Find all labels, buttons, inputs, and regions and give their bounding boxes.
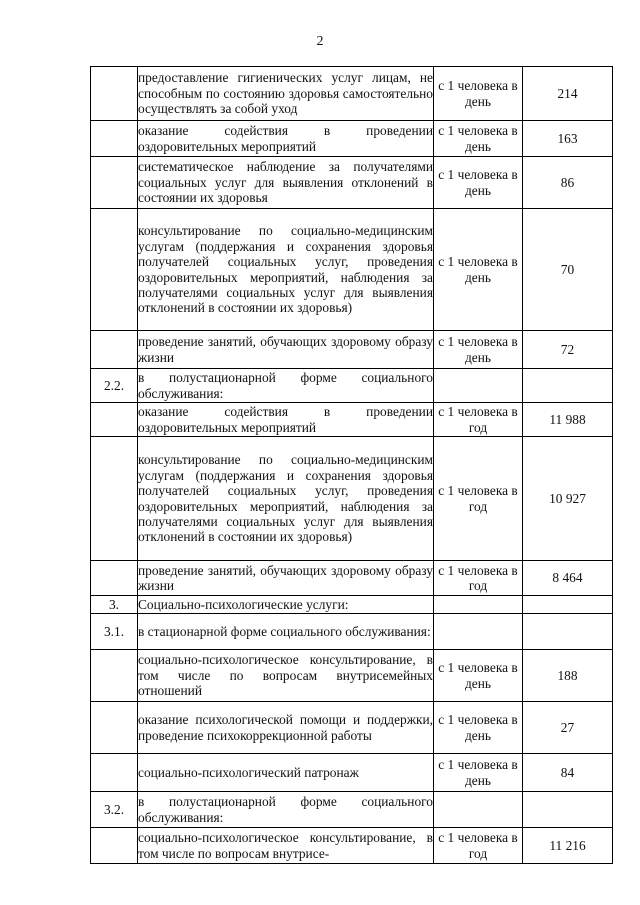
tariff-value-cell: 10 927 (523, 437, 613, 561)
service-description-cell: проведение занятий, обучающих здоровому образу жизни (138, 331, 434, 369)
tariff-value-cell: 11 216 (523, 828, 613, 864)
service-description-cell: оказание содействия в проведении оздоровительных мероприятий (138, 404, 433, 435)
row-number-cell: 3.2. (91, 792, 138, 828)
tariff-value-cell (523, 792, 613, 828)
tariff-value-cell: 86 (523, 157, 613, 209)
service-description-cell: социально-психологическое консультирование, в том числе по вопросам внутрисе- (138, 828, 434, 864)
unit-cell: с 1 человека в день (434, 157, 523, 209)
tariff-value-cell: 72 (523, 331, 613, 369)
row-number-cell (91, 561, 138, 596)
unit-cell (434, 792, 523, 828)
unit-cell: с 1 человека в день (434, 121, 523, 157)
unit-cell: с 1 человека в год (434, 828, 523, 864)
service-description-cell: оказание содействия в проведении оздоровительных мероприятий (138, 121, 434, 157)
table-row (91, 209, 613, 331)
service-description-cell: социально-психологический патронаж (138, 754, 434, 792)
table-row (91, 67, 613, 121)
section-heading-row (91, 369, 613, 403)
service-description-cell: оказание психологической помощи и поддержки, проведение психокоррекционной работы (138, 702, 434, 754)
row-number-cell (91, 702, 138, 754)
tariff-value-cell: 84 (523, 754, 613, 792)
service-description-cell: Социально-психологические услуги: (138, 596, 434, 614)
unit-cell: с 1 человека в год (434, 561, 523, 596)
tariff-value-cell: 70 (523, 209, 613, 331)
section-heading-row (91, 596, 613, 614)
row-number-cell: 3. (91, 596, 138, 614)
table-row (91, 561, 613, 596)
row-number-cell (91, 157, 138, 209)
service-description-cell: социально-психологическое консультирование, в том числе по вопросам внутрисемейных отношений (138, 650, 434, 702)
table-row (91, 121, 613, 157)
unit-cell: с 1 человека в день (434, 209, 523, 331)
tariff-value-cell: 214 (523, 67, 613, 121)
tariff-value-cell (523, 614, 613, 650)
row-number-cell (91, 828, 138, 864)
row-number-cell: 2.2. (91, 369, 138, 403)
table-row (91, 437, 613, 561)
service-description-cell: консультирование по социально-медицинским услугам (поддержания и сохранения здоровья получателей социальных услуг, проведения оздоровительных мероприятий, наблюдения за получателями социальных услуг для выявления отклонений в состоянии их здоровья) (138, 209, 434, 331)
unit-cell: с 1 человека в день (434, 67, 523, 121)
section-heading-row (91, 614, 613, 650)
service-description-cell: в полустационарной форме социального обслуживания: (138, 370, 433, 401)
tariff-value-cell (523, 369, 613, 403)
services-table (90, 66, 613, 864)
row-number-cell (91, 209, 138, 331)
table-row (91, 331, 613, 369)
tariff-value-cell: 8 464 (523, 561, 613, 596)
service-description-cell: в стационарной форме социального обслуживания: (138, 614, 434, 650)
service-description-cell: предоставление гигиенических услуг лицам, не способным по состоянию здоровья самостоятельно осуществлять за собой уход (138, 67, 434, 121)
tariff-value-cell: 11 988 (523, 403, 613, 437)
page-number: 2 (316, 34, 324, 49)
row-number-cell (91, 650, 138, 702)
unit-cell: с 1 человека в день (434, 702, 523, 754)
unit-cell (434, 614, 523, 650)
row-number-cell (91, 437, 138, 561)
unit-cell: с 1 человека в день (434, 650, 523, 702)
table-row (91, 650, 613, 702)
row-number-cell (91, 67, 138, 121)
tariff-value-cell: 163 (523, 121, 613, 157)
service-description-cell: проведение занятий, обучающих здоровому образу жизни (138, 561, 434, 596)
tariff-value-cell: 27 (523, 702, 613, 754)
row-number-cell: 3.1. (91, 614, 138, 650)
row-number-cell (91, 121, 138, 157)
table-row (91, 157, 613, 209)
unit-cell: с 1 человека в день (434, 331, 523, 369)
row-number-cell (91, 331, 138, 369)
unit-cell: с 1 человека в год (434, 403, 523, 437)
row-number-cell (91, 403, 138, 437)
row-number-cell (91, 754, 138, 792)
tariff-value-cell: 188 (523, 650, 613, 702)
table-row (91, 403, 613, 437)
service-description-cell: консультирование по социально-медицинским услугам (поддержания и сохранения здоровья получателей социальных услуг, проведения оздоровительных мероприятий, наблюдения за получателями социальных услуг для выявления отклонений в состоянии их здоровья) (138, 437, 434, 561)
unit-cell (434, 596, 523, 614)
service-description-cell: в полустационарной форме социального обслуживания: (138, 792, 434, 828)
section-heading-row (91, 792, 613, 828)
table-row (91, 702, 613, 754)
unit-cell: с 1 человека в день (434, 754, 523, 792)
service-description-cell: систематическое наблюдение за получателями социальных услуг для выявления отклонений в состоянии их здоровья (138, 157, 434, 209)
table-row (91, 828, 613, 864)
unit-cell: с 1 человека в год (434, 437, 523, 561)
tariff-value-cell (523, 596, 613, 614)
unit-cell (434, 369, 523, 403)
table-row (91, 754, 613, 792)
